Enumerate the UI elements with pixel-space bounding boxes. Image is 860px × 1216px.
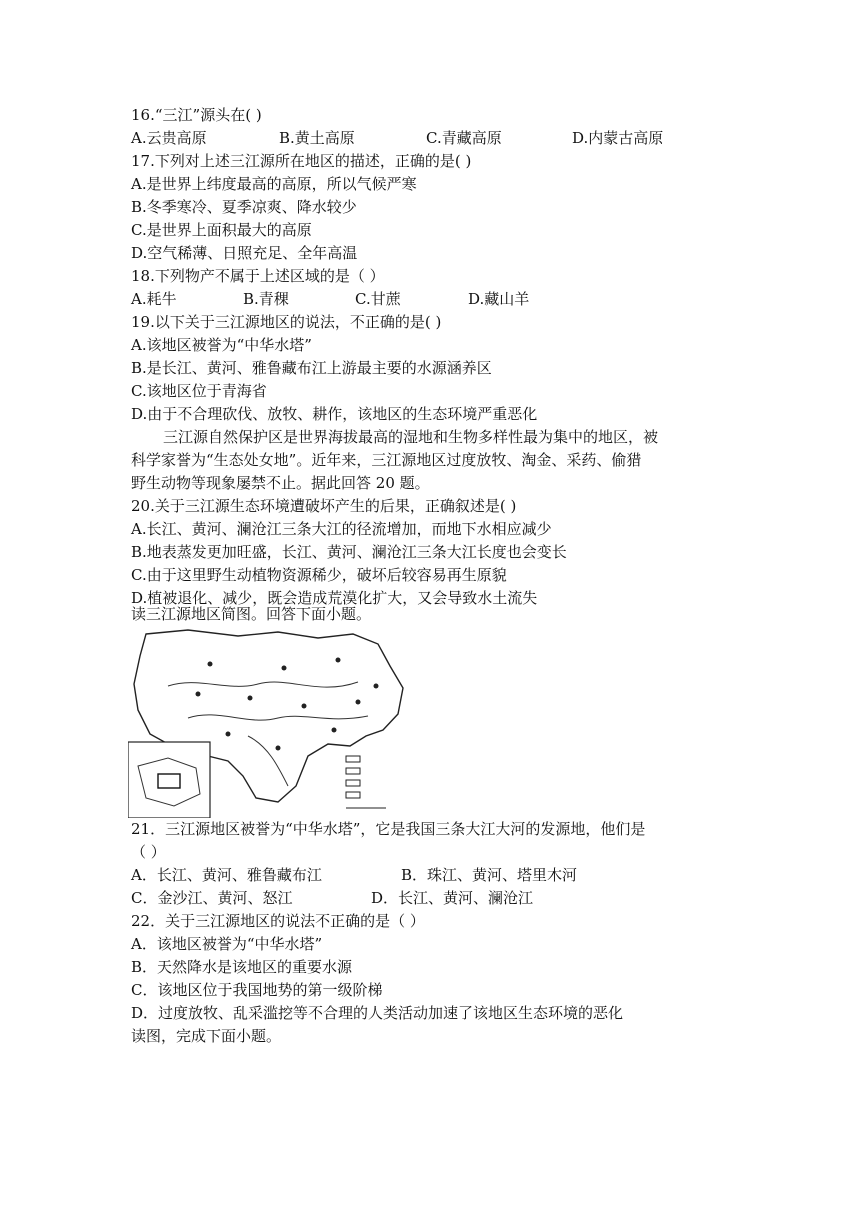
q17-option-c: C.是世界上面积最大的高原	[131, 221, 312, 239]
q18-options	[131, 288, 529, 310]
q22-option-a: A．该地区被誉为“中华水塔”	[131, 935, 323, 953]
q17-option-b: B.冬季寒冷、夏季凉爽、降水较少	[131, 198, 357, 216]
q20-option-d: D.植被退化、减少，既会造成荒漠化扩大，又会导致水土流失	[131, 589, 538, 607]
q18-option-b: B.青稞	[243, 290, 289, 308]
q20-option-c: C.由于这里野生动植物资源稀少，破坏后较容易再生原貌	[131, 566, 507, 584]
passage-line-2: 科学家誉为“生态处女地”。近年来，三江源地区过度放牧、淘金、采药、偷猎	[131, 451, 642, 469]
q20-stem: 20.关于三江源生态环境遭破坏产生的后果，正确叙述是( )	[131, 497, 517, 515]
q16-stem: 16.“三江”源头在( )	[131, 106, 262, 124]
passage-line-3: 野生动物等现象屡禁不止。据此回答 20 题。	[131, 474, 430, 492]
map-intro: 读三江源地区简图。回答下面小题。	[131, 605, 372, 623]
q20-option-b: B.地表蒸发更加旺盛，长江、黄河、澜沧江三条大江长度也会变长	[131, 543, 567, 561]
q19-option-c: C.该地区位于青海省	[131, 382, 267, 400]
q16-option-a: A.云贵高原	[131, 129, 207, 147]
q18-option-d: D.藏山羊	[468, 290, 530, 308]
q21-option-a: A．长江、黄河、雅鲁藏布江	[131, 866, 322, 884]
q19-option-d: D.由于不合理砍伐、放牧、耕作，该地区的生态环境严重恶化	[131, 405, 538, 423]
map-river-1	[168, 682, 358, 687]
sanjiangyuan-map	[128, 626, 408, 818]
q17-option-a: A.是世界上纬度最高的高原，所以气候严寒	[131, 175, 417, 193]
q21-stem-line-1: 21．三江源地区被誉为“中华水塔”，它是我国三条大江大河的发源地，他们是	[131, 820, 646, 838]
map-river-2	[188, 715, 368, 720]
q21-option-b: B．珠江、黄河、塔里木河	[401, 866, 578, 884]
q18-option-a: A.耗牛	[131, 290, 177, 308]
q19-stem: 19.以下关于三江源地区的说法，不正确的是( )	[131, 313, 442, 331]
map-river-3	[248, 736, 288, 786]
q16-option-c: C.青藏高原	[426, 129, 502, 147]
q21-option-c: C．金沙江、黄河、怒江	[131, 889, 293, 907]
closing-instruction: 读图，完成下面小题。	[131, 1027, 282, 1045]
q22-option-d: D．过度放牧、乱采滥挖等不合理的人类活动加速了该地区生态环境的恶化	[131, 1004, 624, 1022]
q22-stem: 22．关于三江源地区的说法不正确的是（ ）	[131, 912, 425, 930]
q16-options	[131, 127, 663, 149]
q21-options-row-1	[131, 864, 577, 886]
q19-option-b: B.是长江、黄河、雅鲁藏布江上游最主要的水源涵养区	[131, 359, 492, 377]
passage-line-1: 三江源自然保护区是世界海拔最高的湿地和生物多样性最为集中的地区，被	[163, 428, 659, 446]
q19-option-a: A.该地区被誉为“中华水塔”	[131, 336, 312, 354]
q22-option-c: C．该地区位于我国地势的第一级阶梯	[131, 981, 383, 999]
map-legend	[346, 756, 386, 808]
q20-option-a: A.长江、黄河、澜沧江三条大江的径流增加，而地下水相应减少	[131, 520, 552, 538]
q18-option-c: C.甘蔗	[355, 290, 401, 308]
q16-option-b: B.黄土高原	[279, 129, 355, 147]
q21-options-row-2	[131, 887, 533, 909]
q18-stem: 18.下列物产不属于上述区域的是（ ）	[131, 267, 385, 285]
q21-option-d: D．长江、黄河、澜沧江	[371, 889, 534, 907]
q16-option-d: D.内蒙古高原	[572, 129, 664, 147]
q21-stem-line-2: （ ）	[131, 843, 166, 861]
q22-option-b: B．天然降水是该地区的重要水源	[131, 958, 353, 976]
q17-option-d: D.空气稀薄、日照充足、全年高温	[131, 244, 358, 262]
q17-stem: 17.下列对上述三江源所在地区的描述，正确的是( )	[131, 152, 472, 170]
